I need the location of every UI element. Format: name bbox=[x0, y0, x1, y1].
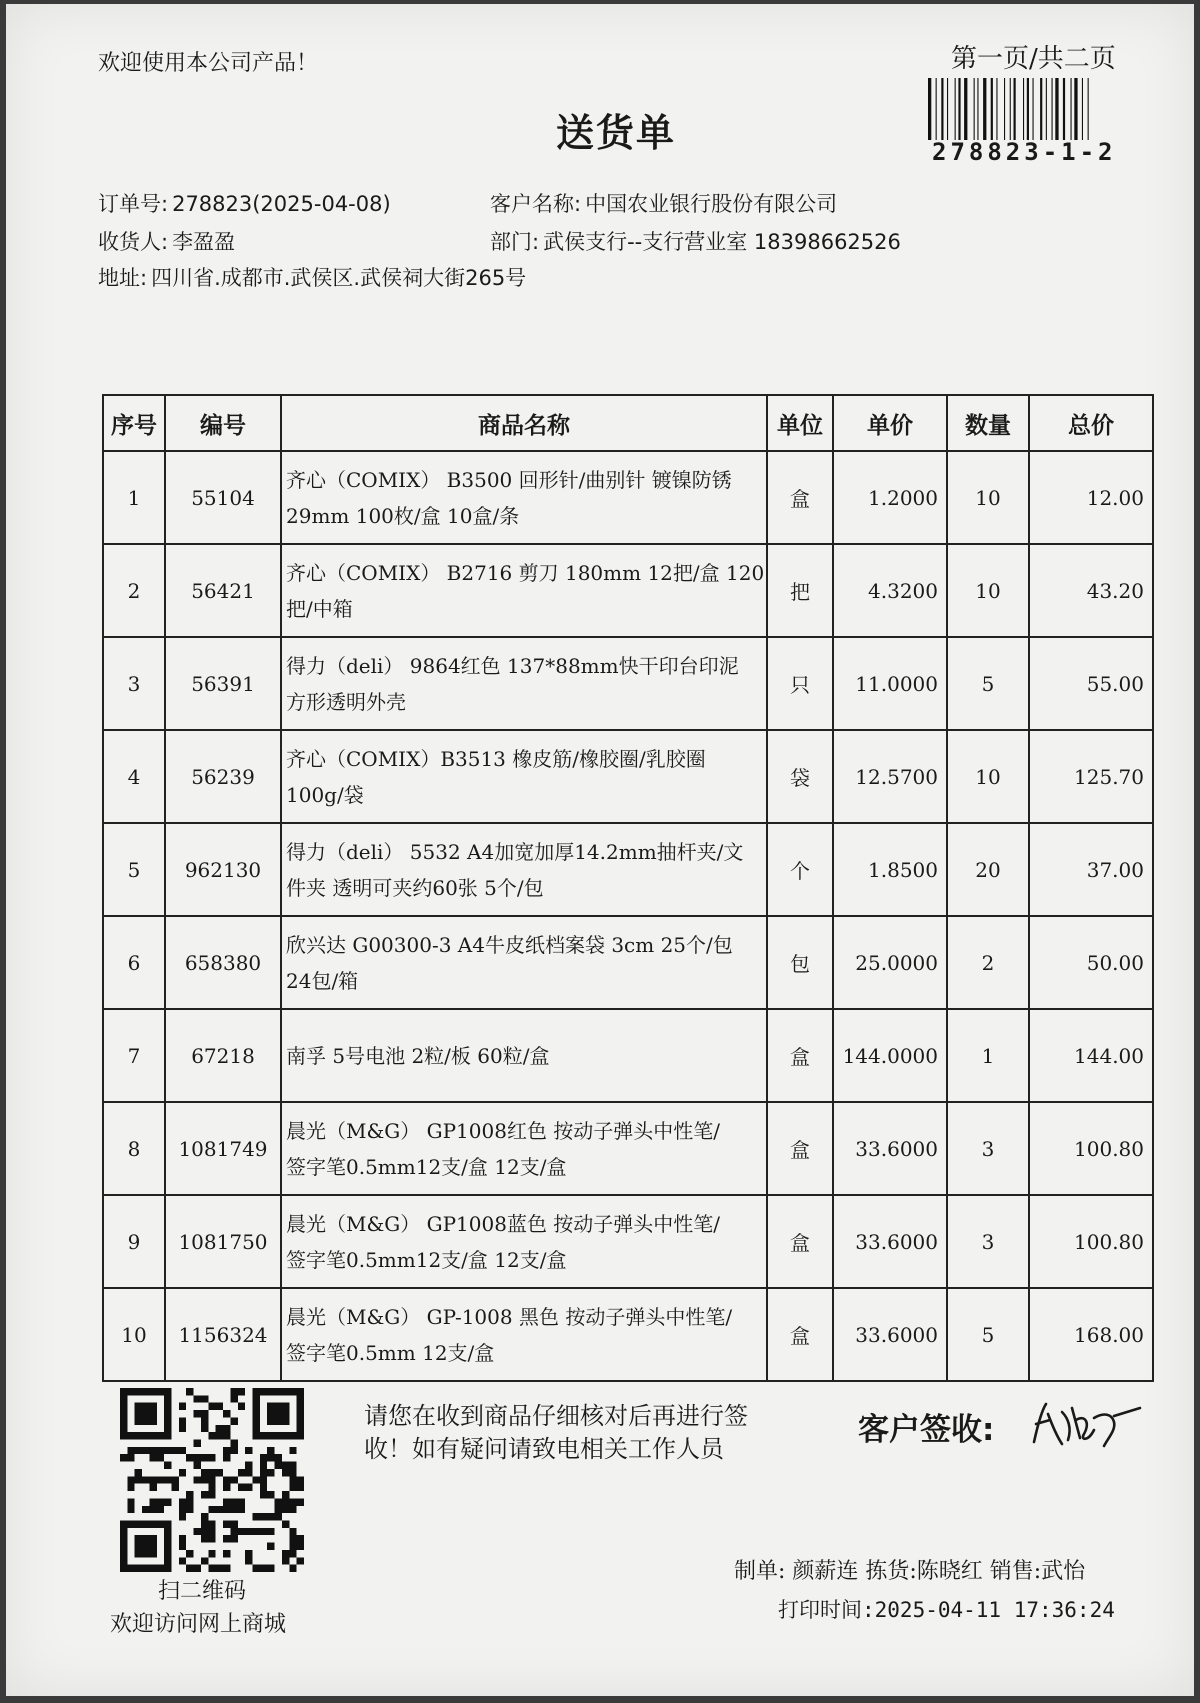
cell-quantity: 1 bbox=[947, 1009, 1029, 1102]
cell-product-name bbox=[281, 1288, 767, 1381]
product-name-line1: 得力（deli） 5532 A4加宽加厚14.2mm抽杆夹/文 bbox=[286, 839, 744, 864]
cell-unit: 包 bbox=[767, 916, 833, 1009]
header-product-name: 商品名称 bbox=[281, 395, 767, 451]
cell-code: 56239 bbox=[165, 730, 281, 823]
product-name-line2: 签字笔0.5mm12支/盒 12支/盒 bbox=[286, 1247, 567, 1272]
cell-total: 12.00 bbox=[1029, 451, 1153, 544]
product-name-line2: 签字笔0.5mm 12支/盒 bbox=[286, 1340, 495, 1365]
product-name-line1: 南孚 5号电池 2粒/板 60粒/盒 bbox=[286, 1043, 550, 1068]
product-name-line2: 签字笔0.5mm12支/盒 12支/盒 bbox=[286, 1154, 567, 1179]
cell-unit-price: 1.2000 bbox=[833, 451, 947, 544]
cell-product-name bbox=[281, 1009, 767, 1102]
cell-product-name bbox=[281, 730, 767, 823]
product-name-line1: 欣兴达 G00300-3 A4牛皮纸档案袋 3cm 25个/包 bbox=[286, 932, 733, 957]
product-name-line2: 件夹 透明可夹约60张 5个/包 bbox=[286, 875, 544, 900]
table-row bbox=[103, 916, 1153, 1009]
cell-unit-price: 11.0000 bbox=[833, 637, 947, 730]
receipt-notice: 请您在收到商品仔细核对后再进行签收！如有疑问请致电相关工作人员 bbox=[364, 1402, 748, 1463]
cell-seq: 5 bbox=[103, 823, 165, 916]
header-quantity: 数量 bbox=[947, 395, 1029, 451]
cell-seq: 3 bbox=[103, 637, 165, 730]
cell-code: 1081749 bbox=[165, 1102, 281, 1195]
header-seq: 序号 bbox=[103, 395, 165, 451]
cell-unit: 盒 bbox=[767, 451, 833, 544]
barcode-icon bbox=[928, 78, 1142, 140]
cell-unit: 盒 bbox=[767, 1102, 833, 1195]
cell-quantity: 3 bbox=[947, 1195, 1029, 1288]
cell-seq: 1 bbox=[103, 451, 165, 544]
page-info: 第一页/共二页 bbox=[951, 44, 1116, 74]
cell-unit-price: 144.0000 bbox=[833, 1009, 947, 1102]
cell-code: 658380 bbox=[165, 916, 281, 1009]
receiver-value: 李盈盈 bbox=[172, 230, 236, 254]
order-number-value: 278823(2025-04-08) bbox=[172, 192, 391, 216]
table-row bbox=[103, 1009, 1153, 1102]
cell-quantity: 3 bbox=[947, 1102, 1029, 1195]
items-table bbox=[102, 394, 1154, 1382]
product-name-line1: 晨光（M&G） GP1008红色 按动子弹头中性笔/ bbox=[286, 1118, 721, 1143]
cell-seq: 4 bbox=[103, 730, 165, 823]
cell-total: 43.20 bbox=[1029, 544, 1153, 637]
product-name-line2: 29mm 100枚/盒 10盒/条 bbox=[286, 503, 520, 528]
cell-code: 67218 bbox=[165, 1009, 281, 1102]
product-name-line1: 齐心（COMIX） B3500 回形针/曲别针 镀镍防锈 bbox=[286, 467, 732, 492]
customer-name-value: 中国农业银行股份有限公司 bbox=[585, 192, 838, 216]
order-number: 订单号: 278823(2025-04-08) bbox=[98, 192, 391, 216]
product-name-line2: 把/中箱 bbox=[286, 596, 353, 621]
cell-product-name bbox=[281, 637, 767, 730]
product-name-line1: 得力（deli） 9864红色 137*88mm快干印台印泥 bbox=[286, 653, 739, 678]
table-row bbox=[103, 637, 1153, 730]
cell-quantity: 20 bbox=[947, 823, 1029, 916]
cell-quantity: 10 bbox=[947, 544, 1029, 637]
cell-quantity: 10 bbox=[947, 730, 1029, 823]
product-name-line2: 100g/袋 bbox=[286, 782, 364, 807]
cell-unit-price: 33.6000 bbox=[833, 1102, 947, 1195]
customer-name: 客户名称: 中国农业银行股份有限公司 bbox=[490, 192, 838, 216]
cell-code: 56421 bbox=[165, 544, 281, 637]
qr-code-icon bbox=[120, 1388, 304, 1572]
customer-signature-label: 客户签收: bbox=[858, 1412, 995, 1448]
cell-total: 50.00 bbox=[1029, 916, 1153, 1009]
cell-product-name bbox=[281, 1195, 767, 1288]
cell-quantity: 2 bbox=[947, 916, 1029, 1009]
header-unit-price: 单价 bbox=[833, 395, 947, 451]
department-value: 武侯支行--支行营业室 18398662526 bbox=[543, 230, 901, 254]
cell-product-name bbox=[281, 544, 767, 637]
cell-total: 100.80 bbox=[1029, 1195, 1153, 1288]
print-time: 打印时间:2025-04-11 17:36:24 bbox=[778, 1598, 1115, 1622]
header-code: 编号 bbox=[165, 395, 281, 451]
header-unit: 单位 bbox=[767, 395, 833, 451]
table-row bbox=[103, 544, 1153, 637]
cell-total: 168.00 bbox=[1029, 1288, 1153, 1381]
product-name-line1: 晨光（M&G） GP1008蓝色 按动子弹头中性笔/ bbox=[286, 1211, 721, 1236]
cell-seq: 6 bbox=[103, 916, 165, 1009]
cell-code: 55104 bbox=[165, 451, 281, 544]
product-name-line1: 齐心（COMIX）B3513 橡皮筋/橡胶圈/乳胶圈 bbox=[286, 746, 706, 771]
cell-unit: 盒 bbox=[767, 1009, 833, 1102]
cell-total: 37.00 bbox=[1029, 823, 1153, 916]
qr-caption-store: 欢迎访问网上商城 bbox=[110, 1612, 287, 1637]
cell-quantity: 5 bbox=[947, 1288, 1029, 1381]
product-name-line1: 齐心（COMIX） B2716 剪刀 180mm 12把/盒 120 bbox=[286, 560, 765, 585]
cell-total: 144.00 bbox=[1029, 1009, 1153, 1102]
cell-code: 56391 bbox=[165, 637, 281, 730]
cell-product-name bbox=[281, 451, 767, 544]
product-name-line2: 方形透明外壳 bbox=[286, 689, 406, 714]
cell-code: 1081750 bbox=[165, 1195, 281, 1288]
cell-quantity: 5 bbox=[947, 637, 1029, 730]
cell-unit-price: 12.5700 bbox=[833, 730, 947, 823]
table-row bbox=[103, 451, 1153, 544]
cell-product-name bbox=[281, 823, 767, 916]
welcome-text: 欢迎使用本公司产品！ bbox=[98, 51, 319, 76]
cell-seq: 9 bbox=[103, 1195, 165, 1288]
qr-caption-scan: 扫二维码 bbox=[158, 1579, 247, 1604]
cell-unit: 袋 bbox=[767, 730, 833, 823]
table-row bbox=[103, 1102, 1153, 1195]
cell-total: 55.00 bbox=[1029, 637, 1153, 730]
department: 部门: 武侯支行--支行营业室 18398662526 bbox=[490, 230, 901, 254]
delivery-note-paper bbox=[6, 4, 1194, 1696]
cell-unit-price: 33.6000 bbox=[833, 1195, 947, 1288]
cell-unit: 个 bbox=[767, 823, 833, 916]
cell-unit-price: 25.0000 bbox=[833, 916, 947, 1009]
table-row bbox=[103, 730, 1153, 823]
cell-total: 100.80 bbox=[1029, 1102, 1153, 1195]
address: 地址: 四川省.成都市.武侯区.武侯祠大街265号 bbox=[98, 266, 527, 290]
cell-unit-price: 1.8500 bbox=[833, 823, 947, 916]
cell-quantity: 10 bbox=[947, 451, 1029, 544]
cell-seq: 2 bbox=[103, 544, 165, 637]
cell-product-name bbox=[281, 1102, 767, 1195]
table-header-row bbox=[103, 395, 1153, 451]
cell-seq: 7 bbox=[103, 1009, 165, 1102]
cell-seq: 10 bbox=[103, 1288, 165, 1381]
table-row bbox=[103, 1288, 1153, 1381]
handwritten-signature bbox=[1028, 1394, 1148, 1454]
table-row bbox=[103, 823, 1153, 916]
receiver: 收货人: 李盈盈 bbox=[98, 230, 236, 254]
table-row bbox=[103, 1195, 1153, 1288]
staff-info: 制单: 颜薪连 拣货:陈晓红 销售:武怡 bbox=[734, 1559, 1086, 1584]
cell-code: 962130 bbox=[165, 823, 281, 916]
barcode-text: 278823-1-2 bbox=[932, 138, 1117, 166]
cell-unit: 只 bbox=[767, 637, 833, 730]
cell-unit: 把 bbox=[767, 544, 833, 637]
cell-seq: 8 bbox=[103, 1102, 165, 1195]
cell-unit-price: 33.6000 bbox=[833, 1288, 947, 1381]
header-total: 总价 bbox=[1029, 395, 1153, 451]
cell-total: 125.70 bbox=[1029, 730, 1153, 823]
address-value: 四川省.成都市.武侯区.武侯祠大街265号 bbox=[151, 266, 527, 290]
product-name-line1: 晨光（M&G） GP-1008 黑色 按动子弹头中性笔/ bbox=[286, 1304, 733, 1329]
document-title: 送货单 bbox=[556, 110, 677, 155]
cell-unit: 盒 bbox=[767, 1288, 833, 1381]
cell-code: 1156324 bbox=[165, 1288, 281, 1381]
product-name-line2: 24包/箱 bbox=[286, 968, 359, 993]
cell-unit-price: 4.3200 bbox=[833, 544, 947, 637]
cell-product-name bbox=[281, 916, 767, 1009]
cell-unit: 盒 bbox=[767, 1195, 833, 1288]
